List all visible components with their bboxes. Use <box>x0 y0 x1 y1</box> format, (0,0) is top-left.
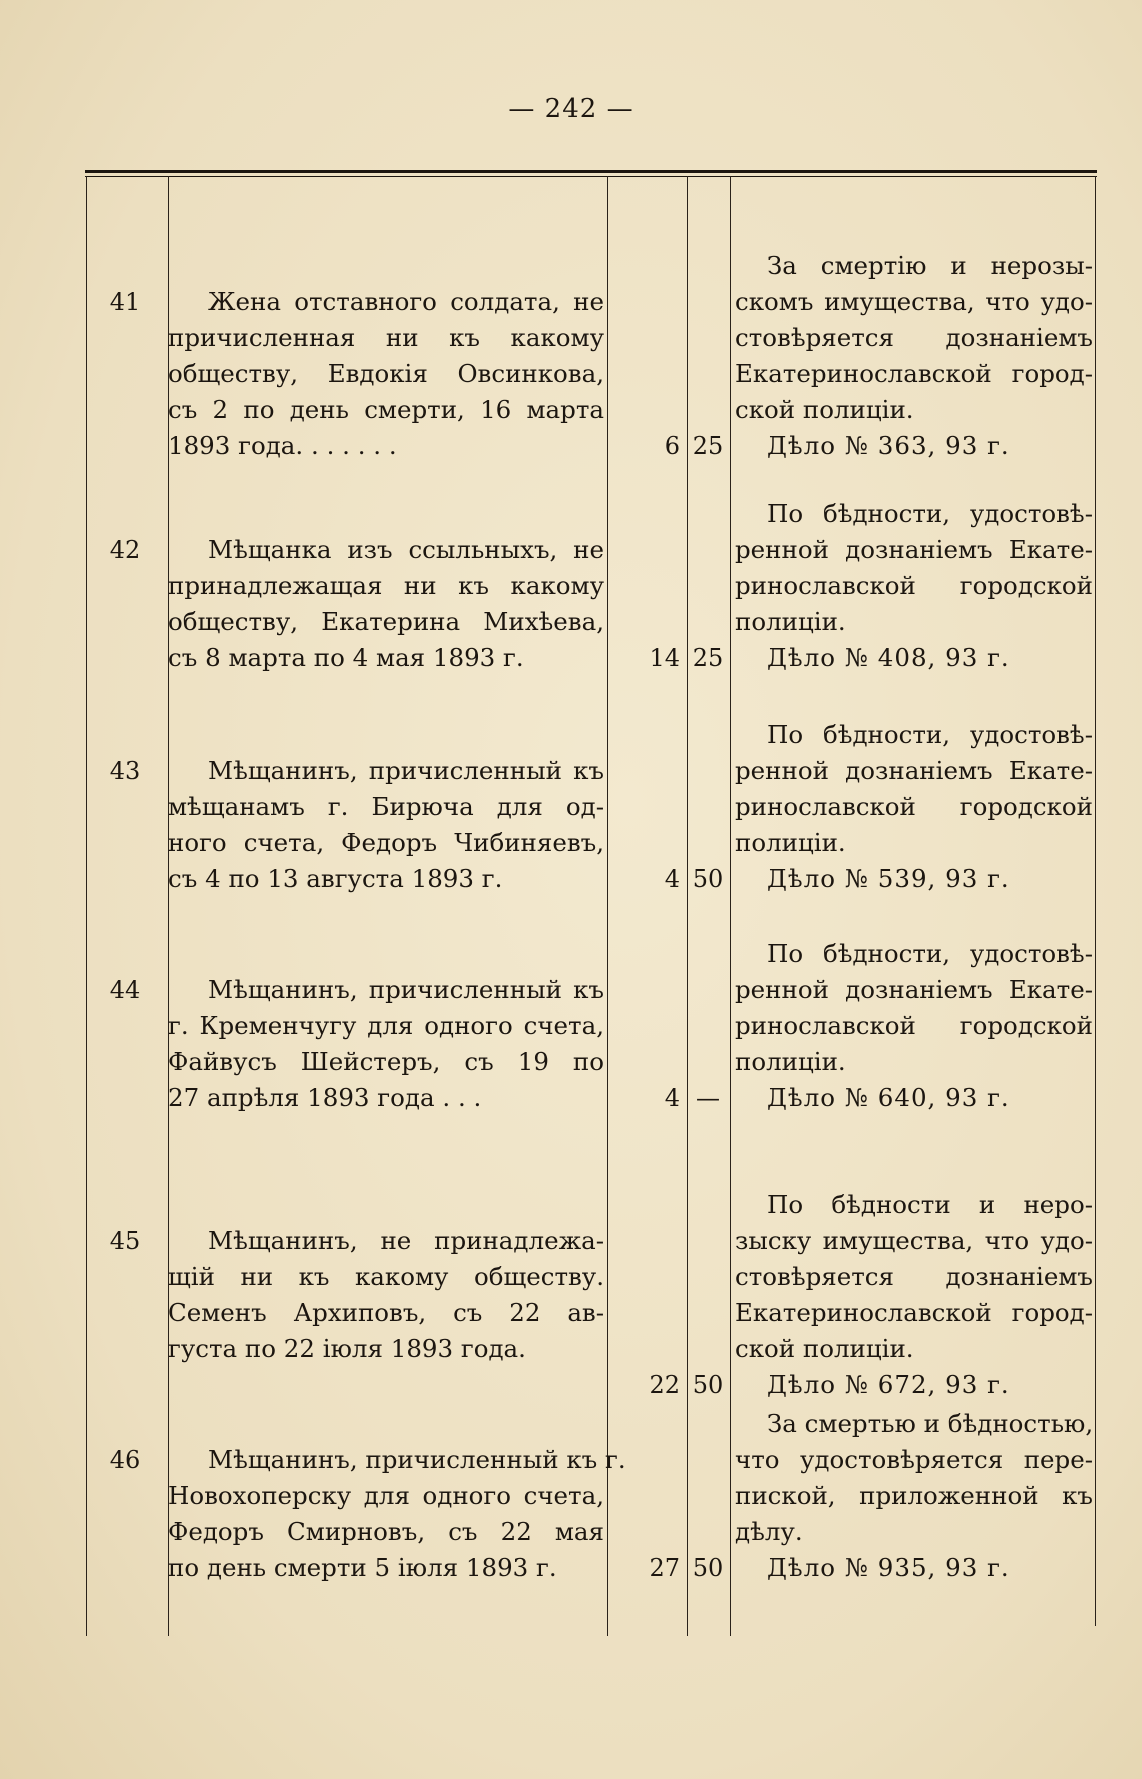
entry-number: 43 <box>109 757 141 785</box>
description-line: по день смерти 5 іюля 1893 г. <box>168 1553 557 1582</box>
case-reference: Дѣло № 672, 93 г. <box>767 1370 1010 1399</box>
reason-line: По бѣдности, удостовѣ- <box>767 720 1093 749</box>
reason-line: стовѣряется дознаніемъ <box>735 1262 1093 1291</box>
amount-kopecks: 25 <box>692 432 724 460</box>
reason-line: полиціи. <box>735 1047 846 1076</box>
reason-line: По бѣдности и неро- <box>767 1190 1093 1219</box>
reason-text <box>735 1406 1093 1550</box>
table-top-rule <box>85 170 1097 173</box>
description-line: Мѣщанинъ, причисленный къ г. <box>208 1445 626 1474</box>
description-line: Файвусъ Шейстеръ, съ 19 по <box>168 1047 604 1076</box>
reason-line: По бѣдности, удостовѣ- <box>767 939 1093 968</box>
description-line: 1893 года. . . . . . . <box>168 431 397 460</box>
entry-number: 44 <box>109 976 141 1004</box>
reason-line: ренной дознаніемъ Екате- <box>735 756 1093 785</box>
description-line: Мѣщанинъ, не принадлежа- <box>208 1226 604 1255</box>
case-reference: Дѣло № 363, 93 г. <box>767 431 1010 460</box>
description-line: принадлежащая ни къ какому <box>168 571 604 600</box>
description-line: Семенъ Архиповъ, съ 22 ав- <box>168 1298 604 1327</box>
amount-kopecks: 50 <box>692 1554 724 1582</box>
table-top-rule-thin <box>85 176 1097 177</box>
entry-number: 45 <box>109 1227 141 1255</box>
reason-line: ринославской городской <box>735 571 1093 600</box>
column-divider-left-edge <box>86 176 87 1636</box>
amount-kopecks: 25 <box>692 644 724 672</box>
entry-number: 46 <box>109 1446 141 1474</box>
reason-line: ринославской городской <box>735 792 1093 821</box>
reason-line: зыску имущества, что удо- <box>735 1226 1093 1255</box>
amount-kopecks: 50 <box>692 865 724 893</box>
reason-line: скомъ имущества, что удо- <box>735 287 1093 316</box>
reason-text <box>735 1187 1093 1367</box>
reason-line: стовѣряется дознаніемъ <box>735 323 1093 352</box>
description-line: 27 апрѣля 1893 года . . . <box>168 1083 482 1112</box>
page-number-header: — 242 — <box>508 94 634 124</box>
reason-line: Екатеринославской город- <box>735 1298 1093 1327</box>
case-reference: Дѣло № 935, 93 г. <box>767 1553 1010 1582</box>
reason-line: пиской, приложенной къ <box>735 1481 1093 1510</box>
entry-number: 41 <box>109 288 141 316</box>
column-divider-kopecks <box>730 176 731 1636</box>
reason-line: полиціи. <box>735 828 846 857</box>
column-divider-right-edge <box>1095 176 1096 1626</box>
amount-rubles: 4 <box>664 865 680 893</box>
amount-rubles: 22 <box>649 1371 680 1399</box>
reason-line: Екатеринославской город- <box>735 359 1093 388</box>
amount-rubles: 27 <box>649 1554 680 1582</box>
reason-line: полиціи. <box>735 607 846 636</box>
reason-text <box>735 717 1093 861</box>
amount-rubles: 6 <box>664 432 680 460</box>
reason-line: По бѣдности, удостовѣ- <box>767 499 1093 528</box>
case-reference: Дѣло № 408, 93 г. <box>767 643 1010 672</box>
description-line: обществу, Екатерина Михѣева, <box>168 607 604 636</box>
reason-text <box>735 936 1093 1080</box>
description-line: съ 4 по 13 августа 1893 г. <box>168 864 503 893</box>
entry-description <box>168 972 604 1116</box>
reason-line: что удостовѣряется пере- <box>735 1445 1093 1474</box>
reason-line: ской полиціи. <box>735 395 914 424</box>
description-line: густа по 22 іюля 1893 года. <box>168 1334 526 1363</box>
description-line: щій ни къ какому обществу. <box>168 1262 604 1291</box>
description-line: Жена отставного солдата, не <box>208 287 604 316</box>
entry-number: 42 <box>109 536 141 564</box>
reason-line: ской полиціи. <box>735 1334 914 1363</box>
description-line: Мѣщанка изъ ссыльныхъ, не <box>208 535 604 564</box>
description-line: съ 8 марта по 4 мая 1893 г. <box>168 643 524 672</box>
case-reference: Дѣло № 640, 93 г. <box>767 1083 1010 1112</box>
description-line: ного счета, Федоръ Чибиняевъ, <box>168 828 604 857</box>
reason-line: За смертью и бѣдностью, <box>767 1409 1094 1438</box>
description-line: съ 2 по день смерти, 16 марта <box>168 395 604 424</box>
column-divider-description <box>607 176 608 1636</box>
amount-rubles: 14 <box>649 644 680 672</box>
reason-text <box>735 248 1093 428</box>
description-line: Федоръ Смирновъ, съ 22 мая <box>168 1517 604 1546</box>
entry-description <box>168 1442 626 1586</box>
entry-description <box>168 753 604 897</box>
amount-kopecks: — <box>696 1084 720 1112</box>
entry-description <box>168 1223 604 1367</box>
entry-description <box>168 532 604 676</box>
reason-line: ренной дознаніемъ Екате- <box>735 975 1093 1004</box>
reason-text <box>735 496 1093 640</box>
reason-line: ренной дознаніемъ Екате- <box>735 535 1093 564</box>
entry-description <box>168 284 604 464</box>
reason-line: За смертію и нерозы- <box>767 251 1093 280</box>
description-line: причисленная ни къ какому <box>168 323 604 352</box>
reason-line: дѣлу. <box>735 1517 803 1546</box>
description-line: г. Кременчугу для одного счета, <box>168 1011 604 1040</box>
description-line: Новохоперску для одного счета, <box>168 1481 604 1510</box>
case-reference: Дѣло № 539, 93 г. <box>767 864 1010 893</box>
column-divider-rubles <box>687 176 688 1636</box>
description-line: мѣщанамъ г. Бирюча для од- <box>168 792 604 821</box>
description-line: Мѣщанинъ, причисленный къ <box>208 975 604 1004</box>
amount-kopecks: 50 <box>692 1371 724 1399</box>
amount-rubles: 4 <box>664 1084 680 1112</box>
description-line: обществу, Евдокія Овсинкова, <box>168 359 604 388</box>
bleed-through-texture <box>360 205 368 233</box>
description-line: Мѣщанинъ, причисленный къ <box>208 756 604 785</box>
reason-line: ринославской городской <box>735 1011 1093 1040</box>
